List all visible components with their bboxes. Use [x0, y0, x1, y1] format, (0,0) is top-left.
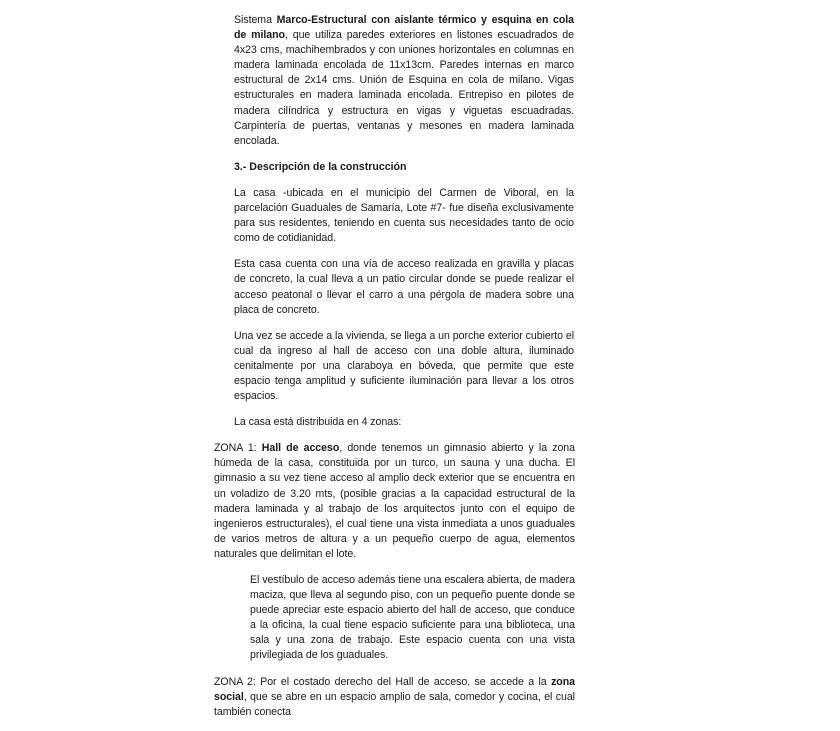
zona-2-paragraph	[214, 675, 575, 720]
intro-paragraph	[234, 13, 574, 149]
paragraph-porch: Una vez se accede a la vivienda, se llega a un porche exterior cubierto el cual da ingreso al hall de acceso con una doble altura, iluminado cenitalmente por una claraboya en bóveda, que permite que este espacio tenga amplitud y suficiente iluminación para llevar a los otros espacios.	[234, 329, 574, 403]
intro-bold: Marco-Estructural con aislante térmico y esquina en cola de milano	[234, 14, 575, 42]
zona-1-rest: , donde tenemos un gimnasio abierto y la zona húmeda de la casa, constituida por un turco, un sauna y una ducha. El gimnasio a su vez tiene acceso al amplio deck exterior que se encuentra en un voladizo de 3.20 mts, (posible gracias a la capacidad estructural de la madera laminada y al trabajo de los arquitectos junto con el equipo de ingenieros estructurales), el cual tiene una vista inmediata a unos guaduales de varios metros de altura y a un pequeño cuerpo de agua, elementos naturales que delimitan el lote.	[214, 442, 575, 560]
zona-2-bold: zona social	[214, 675, 575, 703]
paragraph-access-road: Esta casa cuenta con una vía de acceso realizada en gravilla y placas de concreto, la cual lleva a un patio circular donde se puede realizar el acceso peatonal o llevar el carro a una pérgola de madera sobre una placa de concreto.	[234, 258, 574, 316]
section-heading: 3.- Descripción de la construcción	[234, 160, 407, 173]
intro-rest: , que utiliza paredes exteriores en listones escuadrados de 4x23 cms, machihembrados y con uniones horizontales en columnas en madera laminada encolada de 11x13cm. Paredes internas en marco estructural de 2x14 cms. Unión de Esquina en cola de milano. Vigas estructurales en madera laminada encolada. Entrepiso en pilotes de madera cilíndrica y estructura en vigas y viguetas escuadradas. Carpintería de puertas, ventanas y mesones en madera laminada encolada.	[234, 29, 574, 147]
zona-1-paragraph	[214, 441, 575, 562]
intro-prefix: Sistema	[234, 14, 277, 26]
zona-2-rest: , que se abre en un espacio amplio de sala, comedor y cocina, el cual también conecta	[214, 690, 575, 718]
zona-1-label: ZONA 1:	[214, 442, 262, 455]
zona-1-bold: Hall de acceso	[261, 442, 340, 455]
paragraph-zones: La casa está distribuida en 4 zonas:	[234, 416, 402, 429]
vestibulo-paragraph: El vestíbulo de acceso además tiene una escalera abierta, de madera maciza, que lleva al segundo piso, con un pequeño puente donde se puede apreciar este espacio abierto del hall de acceso, que conduce a la oficina, la cual tiene espacio suficiente para una biblioteca, una sala y una zona de trabajo. Este espacio cuenta con una vista privilegiada de los guaduales.	[250, 574, 575, 662]
zona-2-prefix: ZONA 2: Por el costado derecho del Hall de acceso, se accede a la	[214, 675, 552, 688]
paragraph-location: La casa -ubicada en el municipio del Carmen de Viboral, en la parcelación Guaduales de Samaría, Lote #7- fue diseña exclusivamente para sus residentes, teniendo en cuenta sus necesidades tanto de ocio como de cotidianidad.	[234, 186, 574, 245]
